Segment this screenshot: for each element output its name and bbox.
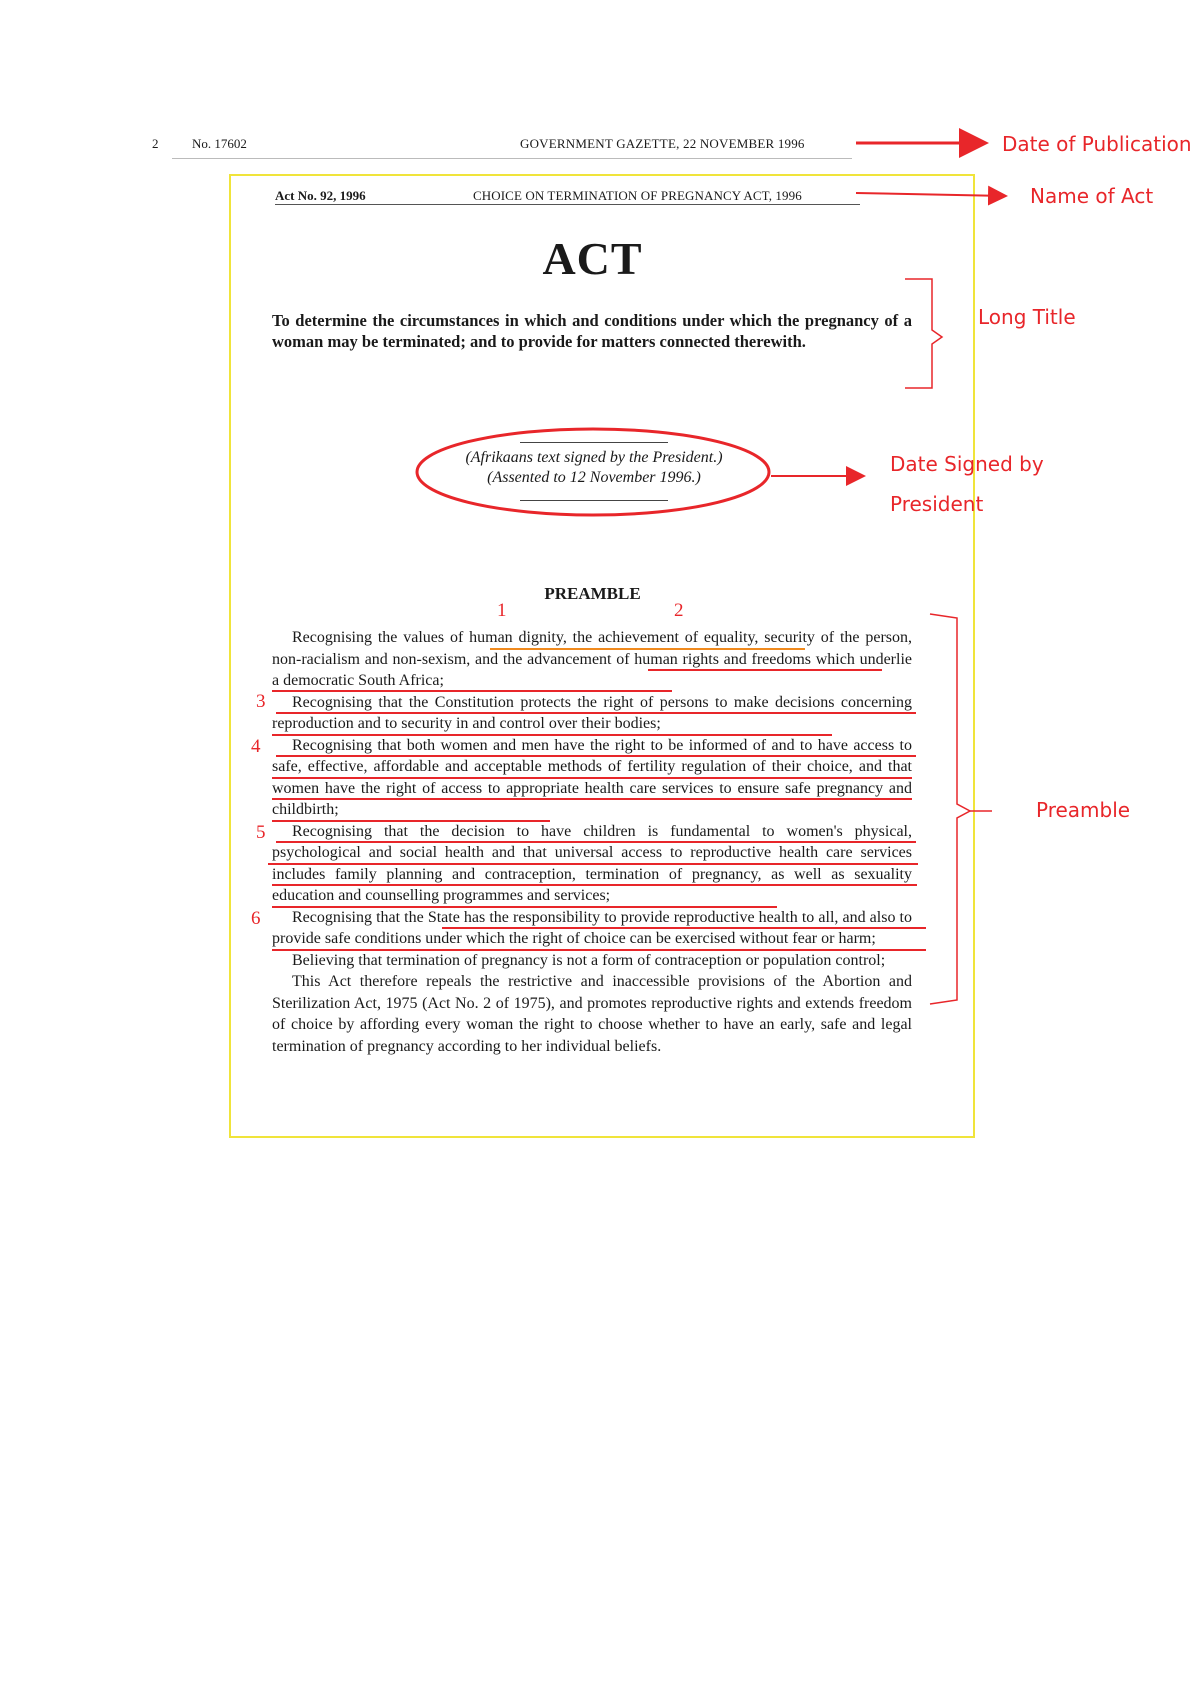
- highlight-underline: [272, 734, 832, 736]
- long-title: To determine the circumstances in which and conditions under which the pregnancy of a woman may be terminated; and to provide for matters connected therewith.: [272, 311, 912, 351]
- preamble-paragraph: Recognising that the decision to have children is fundamental to women's physical, psychological and social health and that universal access to reproductive health care services includes family planning and contraception, termination of pregnancy, as well as sexuality education and counselling programmes and services;: [272, 822, 912, 904]
- preamble-paragraph: Recognising the values of human dignity, the achievement of equality, security of the person, non-racialism and non-sexism, and the advancement of human rights and freedoms which underlie a democratic South Africa;: [272, 629, 912, 689]
- highlight-underline: [272, 690, 672, 692]
- highlight-underline: [272, 820, 550, 822]
- label-name-of-act: Name of Act: [1030, 184, 1154, 208]
- highlight-underline: [272, 798, 912, 800]
- preamble-heading: PREAMBLE: [544, 584, 641, 603]
- marker-number: 2: [674, 600, 684, 621]
- preamble-paragraph: Believing that termination of pregnancy is not a form of contraception or population control;: [292, 951, 886, 969]
- highlight-underline: [276, 841, 916, 843]
- label-preamble: Preamble: [1036, 798, 1131, 822]
- highlight-underline: [442, 927, 926, 929]
- ellipse-signed: [417, 429, 769, 515]
- preamble-paragraph: Recognising that both women and men have the right to be informed of and to have access to safe, effective, affordable and acceptable methods of fertility regulation of their choice, and that women have the right of access to appropriate health care services to ensure safe pregnancy and childbirth;: [272, 736, 912, 818]
- marker-number: 5: [256, 822, 266, 843]
- highlight-underline: [272, 906, 777, 908]
- marker-number: 1: [497, 600, 507, 621]
- gazette-number: No. 17602: [192, 136, 247, 151]
- act-number: Act No. 92, 1996: [275, 188, 366, 203]
- brace-preamble: [930, 614, 970, 1004]
- marker-number: 4: [251, 736, 261, 757]
- highlight-underline-1: [490, 648, 805, 650]
- highlight-underline: [268, 863, 918, 865]
- highlight-underline-2: [648, 669, 882, 671]
- marker-number: 6: [251, 908, 261, 929]
- highlight-underline: [272, 884, 917, 886]
- arrow-name-of-act: [856, 193, 1006, 196]
- act-heading: ACT: [542, 233, 643, 284]
- preamble-paragraph: Recognising that the State has the responsibility to provide reproductive health to all, and also to provide safe conditions under which the right of choice can be exercised without fear or harm;: [272, 908, 912, 947]
- signed-line-1: (Afrikaans text signed by the President.): [465, 449, 723, 466]
- preamble-paragraph: This Act therefore repeals the restrictive and inaccessible provisions of the Abortion and Sterilization Act, 1975 (Act No. 2 of 1975), and promotes reproductive rights and extends freedom of choice by affording every woman the right to choose whether to have an early, safe and legal termination of pregnancy according to her individual beliefs.: [272, 973, 912, 1055]
- highlight-underline: [276, 755, 916, 757]
- act-name: CHOICE ON TERMINATION OF PREGNANCY ACT, 1996: [473, 188, 802, 203]
- brace-long-title: [905, 279, 942, 388]
- preamble-paragraph: Recognising that the Constitution protects the right of persons to make decisions concerning reproduction and to security in and control over their bodies;: [272, 693, 912, 732]
- label-date-signed-line-1: Date Signed by: [890, 452, 1044, 476]
- highlight-underline: [276, 712, 916, 714]
- marker-number: 3: [256, 691, 266, 712]
- gazette-title-date: GOVERNMENT GAZETTE, 22 NOVEMBER 1996: [520, 136, 805, 151]
- highlight-underline: [272, 949, 926, 951]
- gazette-page-number: 2: [152, 136, 159, 151]
- signed-line-2: (Assented to 12 November 1996.): [487, 469, 701, 486]
- label-date-signed-line-2: President: [890, 492, 984, 516]
- label-date-of-publication: Date of Publication: [1002, 132, 1192, 156]
- label-long-title: Long Title: [978, 305, 1076, 329]
- highlight-underline: [272, 777, 912, 779]
